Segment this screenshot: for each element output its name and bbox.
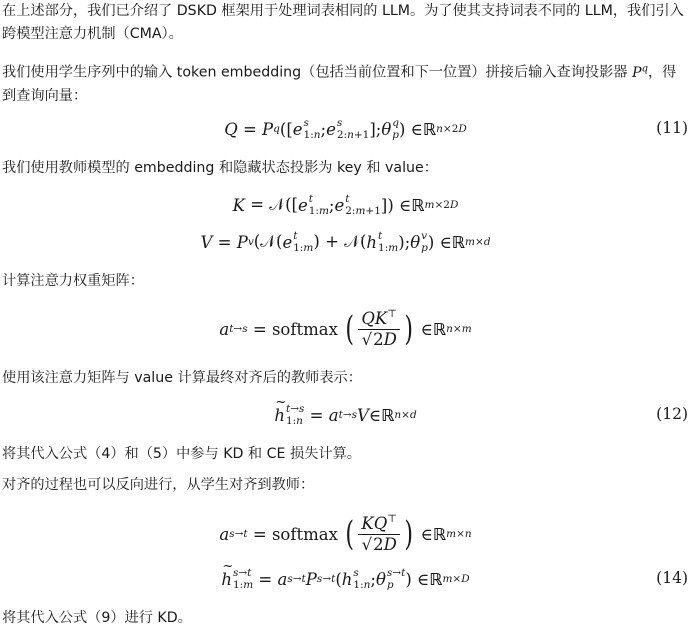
equation-key: K = 𝒩([ e t 1:m ; e t 2:m+1 ]) ∈ ℝ m×2D <box>232 192 459 217</box>
paragraph-attention: 计算注意力权重矩阵： <box>2 273 144 289</box>
paragraph-key-value: 我们使用教师模型的 embedding 和隐藏状态投影为 key 和 value： <box>2 160 438 176</box>
equation-attention-t-to-s: a t→s = softmax ( $\frac{QK^⊤}{√2D}$ ) ∈ ℝ n×m <box>219 307 472 349</box>
equation-number-12: (12) <box>656 405 688 423</box>
paragraph-intro: 在上述部分，我们已介绍了 DSKD 框架用于处理词表相同的 LLM。为了使其支持词表不同的 LLM，我们引入跨模型注意力机制（CMA）。 <box>2 3 684 42</box>
equation-number-11: (11) <box>656 119 688 137</box>
paragraph-query-text-end: ，得到查询向量： <box>2 64 677 104</box>
paragraph-substitute-kd-ce: 将其代入公式（4）和（5）中参与 KD 和 CE 损失计算。 <box>2 446 361 462</box>
equation-12: ~ h t→s 1:n = a t→s V ∈ ℝ n×d <box>0 400 691 430</box>
paragraph-aligned-teacher: 使用该注意力矩阵与 value 计算最终对齐后的教师表示： <box>2 370 362 386</box>
equation-value: V = P v (𝒩( e t 1:m ) + 𝒩( h t 1:m ); θ v p ) ∈ ℝ m×d <box>200 229 491 254</box>
paragraph-query-text: 我们使用学生序列中的输入 token embedding（包括当前位置和下一位置）拼接后输入查询投影器 <box>2 64 633 81</box>
equation-number-14: (14) <box>656 569 688 587</box>
equation-attention-s-to-t: a s→t = softmax ( $\frac{KQ^⊤}{√2D}$ ) ∈ ℝ m×n <box>219 512 472 554</box>
paragraph-query <box>2 57 688 108</box>
query-projector-symbol: $P^q$ <box>632 63 648 81</box>
paragraph-substitute-kd: 将其代入公式（9）进行 KD。 <box>2 610 192 626</box>
equation-11: Q = P q ([ e s 1:n ; e s 2:n+1 ]; θ q p ) ∈ ℝ n×2D <box>224 116 467 141</box>
equation-14: ~ h s→t 1:m = a s→t P s→t ( h s 1:n ; θ s→t p ) ∈ ℝ m×D <box>0 564 691 594</box>
paragraph-reverse: 对齐的过程也可以反向进行，从学生对齐到教师： <box>2 477 315 493</box>
